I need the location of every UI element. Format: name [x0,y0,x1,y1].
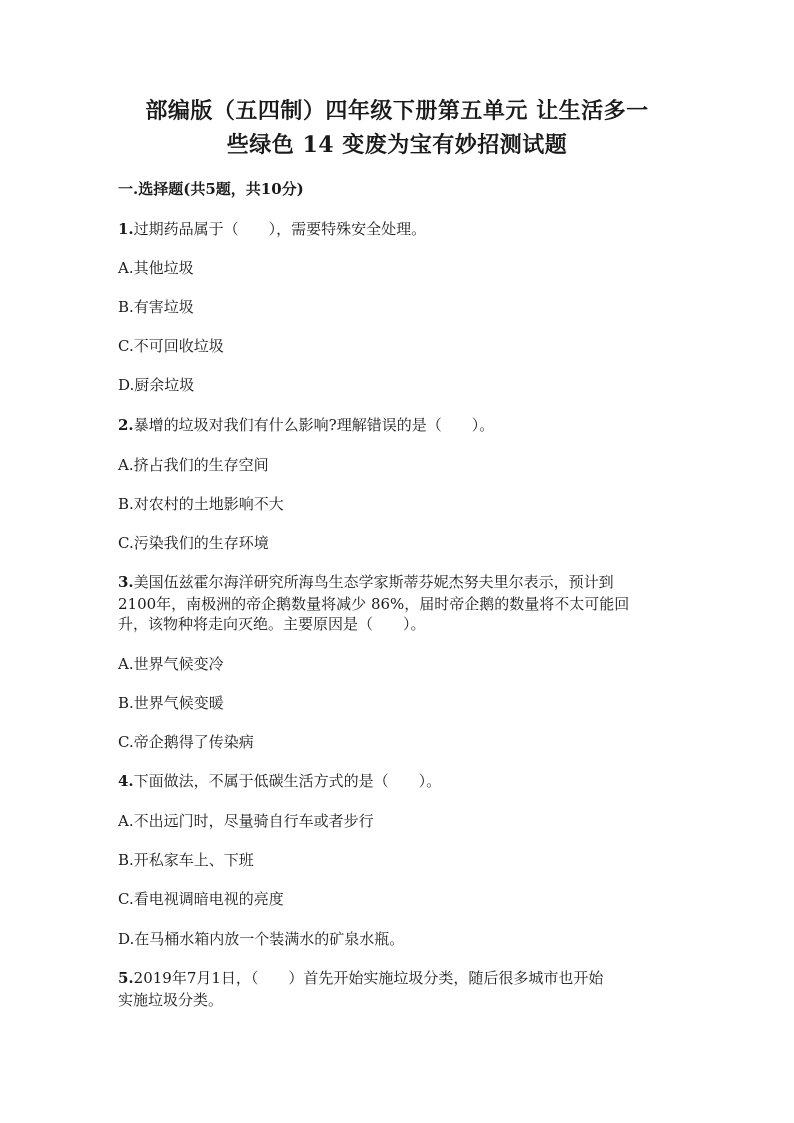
question-number: 3. [118,573,134,591]
option-2c: C.污染我们的生存环境 [118,534,269,552]
option-2a: A.挤占我们的生存空间 [118,456,269,474]
question-5-line-2: 实施垃圾分类。 [118,991,224,1009]
question-3-line-2: 2100年，南极洲的帝企鹅数量将减少 86%，届时帝企鹅的数量将不太可能回 [118,595,630,613]
option-4c: C.看电视调暗电视的亮度 [118,890,284,908]
question-text: 下面做法，不属于低碳生活方式的是（ ）。 [133,772,442,790]
question-2 [118,415,494,435]
option-2b: B.对农村的土地影响不大 [118,495,284,513]
question-number: 4. [118,772,134,790]
question-number: 5. [118,969,134,987]
question-number: 1. [118,220,134,238]
question-text: 2019年7月1日，（ ）首先开始实施垃圾分类，随后很多城市也开始 [133,969,604,987]
option-1b: B.有害垃圾 [118,298,194,316]
question-text: 暴增的垃圾对我们有什么影响?理解错误的是（ ）。 [133,416,495,434]
option-4a: A.不出远门时，尽量骑自行车或者步行 [118,812,374,830]
document-title-line-2: 些绿色 14 变废为宝有妙招测试题 [226,132,568,158]
question-3-line-3: 升，该物种将走向灭绝。主要原因是（ ）。 [118,615,426,633]
option-1a: A.其他垃圾 [118,259,194,277]
section-heading: 一.选择题(共5题，共10分) [118,180,304,198]
option-3b: B.世界气候变暖 [118,694,224,712]
option-1d: D.厨余垃圾 [118,376,195,394]
question-1 [118,219,426,239]
document-title-line-1: 部编版（五四制）四年级下册第五单元 让生活多一 [145,98,649,124]
question-text: 美国伍兹霍尔海洋研究所海鸟生态学家斯蒂芬妮杰努夫里尔表示，预计到 [133,573,614,591]
question-number: 2. [118,416,134,434]
question-5 [118,968,603,988]
option-3c: C.帝企鹅得了传染病 [118,733,254,751]
option-3a: A.世界气候变冷 [118,655,224,673]
question-text: 过期药品属于（ ），需要特殊安全处理。 [133,220,427,238]
option-4b: B.开私家车上、下班 [118,851,254,869]
question-4 [118,771,441,791]
option-4d: D.在马桶水箱内放一个装满水的矿泉水瓶。 [118,930,405,948]
option-1c: C.不可回收垃圾 [118,337,224,355]
question-3 [118,572,614,592]
